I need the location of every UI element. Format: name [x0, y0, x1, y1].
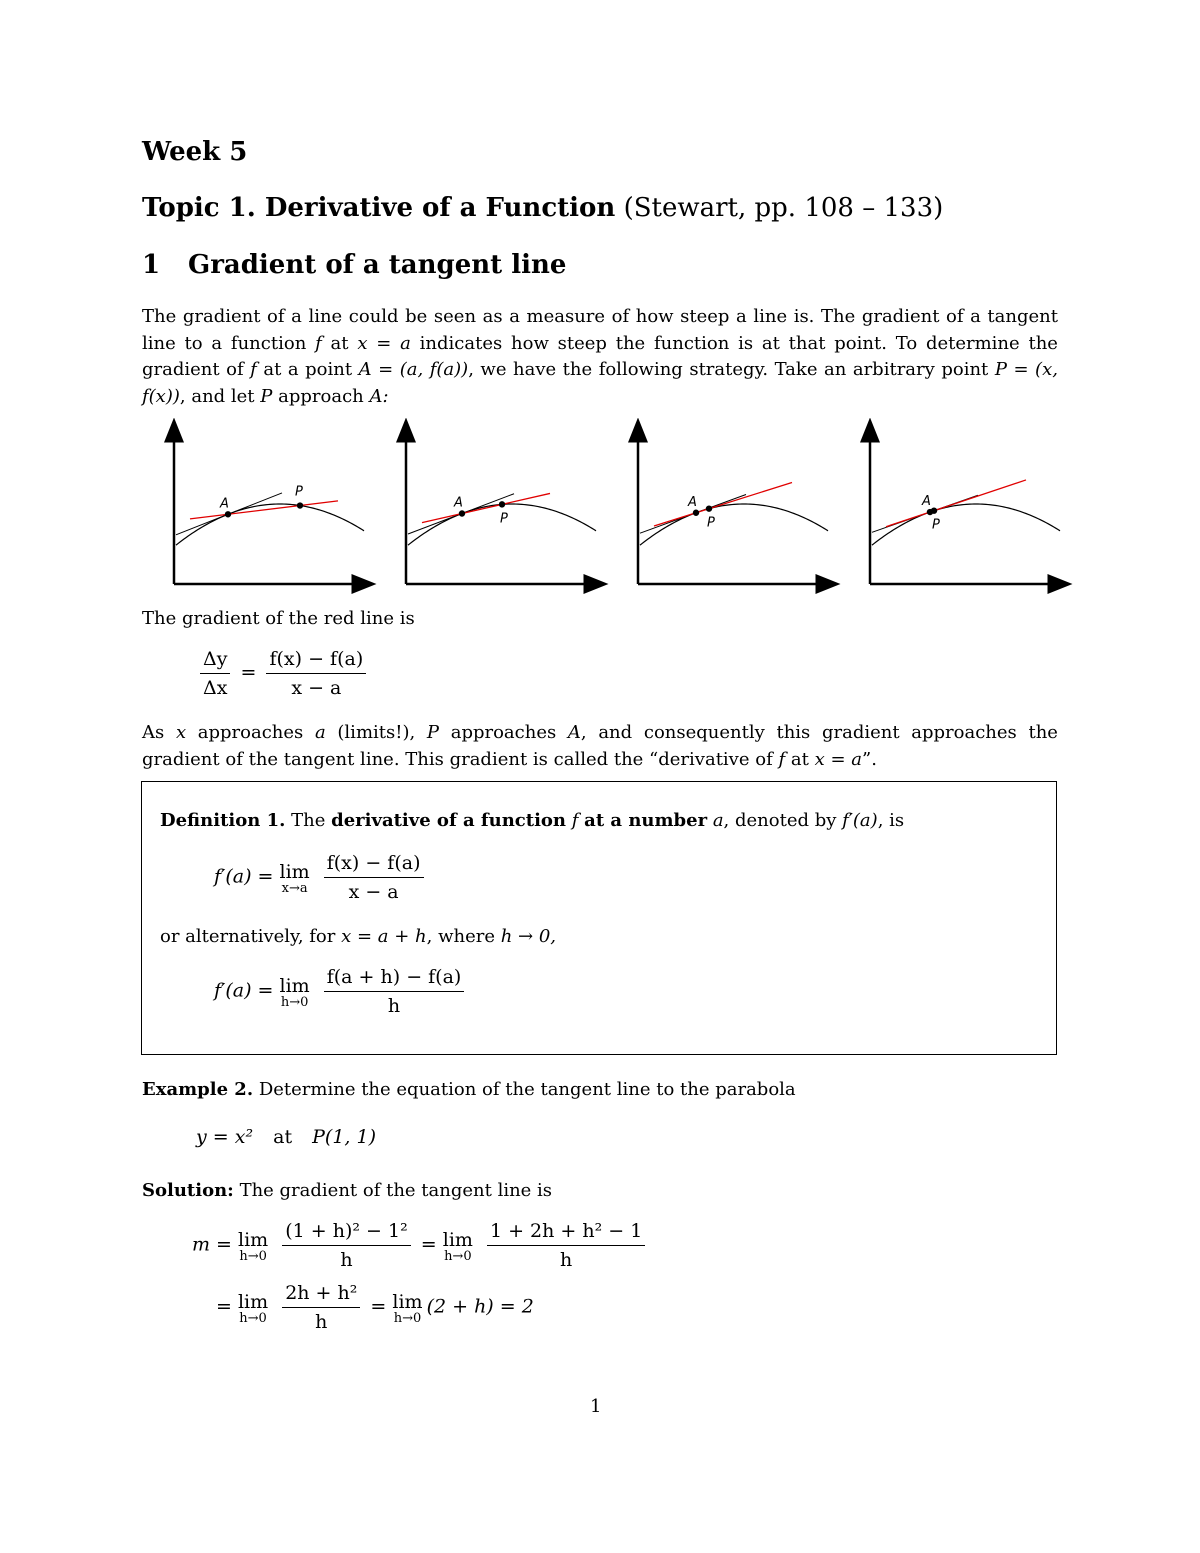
parabola-eq: y = x²	[196, 1126, 254, 1148]
label-p: P	[500, 511, 508, 527]
solution-text: The gradient of the tangent line is	[239, 1180, 553, 1201]
approach-p: P	[426, 722, 440, 743]
approach-text-8: ”.	[862, 748, 877, 770]
difference-quotient	[266, 648, 366, 699]
intro-text-3: at a point	[263, 359, 353, 380]
approach-x-eq-a: x = a	[814, 748, 862, 770]
lim-1: lim	[238, 1228, 269, 1251]
lim-word: lim	[279, 860, 310, 883]
label-a: A	[688, 494, 697, 510]
label-p: P	[295, 484, 303, 500]
frac-2	[487, 1220, 645, 1271]
delta-x: Δx	[203, 677, 228, 699]
intro-x-eq-a: x = a	[357, 332, 411, 354]
solution-line-2	[216, 1282, 534, 1333]
limit-h-to-0	[280, 975, 310, 1009]
example-statement	[142, 1079, 796, 1100]
secant-line	[422, 493, 550, 522]
secant-panel	[870, 430, 1060, 584]
eq1-fraction	[324, 852, 424, 903]
approach-text-6: of the tangent line. This gradient is called the “derivative of	[225, 748, 773, 770]
limit-1	[238, 1229, 268, 1263]
frac-1	[282, 1220, 410, 1271]
red-line-text: The gradient of the red line is	[142, 608, 415, 629]
intro-f-2: f	[250, 359, 257, 380]
intro-p-eq: P = (x, f(x))	[142, 359, 1058, 407]
approach-a-point: A	[567, 722, 581, 743]
example-label: Example 2.	[142, 1079, 254, 1100]
frac-2-num: 1 + 2h + h² − 1	[487, 1220, 645, 1246]
delta-y: Δy	[200, 648, 230, 674]
alt-expr: x = a + h	[341, 926, 427, 947]
definition-text-2: at a number	[584, 810, 708, 831]
alt-h: h → 0,	[500, 926, 557, 947]
frac-2-den: h	[560, 1249, 573, 1271]
week-title: Week 5	[142, 137, 248, 167]
topic-label: Topic 1. Derivative of a Function	[142, 193, 616, 223]
definition-text-4: , is	[877, 810, 905, 831]
intro-text-1: The gradient of a line could be seen as a measure of how steep a line is. The gradient of a tangent line to a function	[142, 306, 1058, 354]
secant-panel	[638, 430, 828, 584]
topic-heading	[142, 193, 943, 223]
frac-3	[282, 1282, 360, 1333]
label-a: A	[220, 496, 229, 512]
function-curve	[176, 504, 364, 545]
lim-2-sub: h→0	[444, 1248, 472, 1264]
frac-3-den: h	[315, 1311, 328, 1333]
eq1-lhs: f′(a) =	[214, 865, 274, 888]
limit-4	[392, 1291, 422, 1325]
lim-1-sub: h→0	[239, 1248, 267, 1264]
lim-2: lim	[442, 1228, 473, 1251]
lim-word-2: lim	[279, 974, 310, 997]
lim-4-sub: h→0	[393, 1310, 422, 1326]
function-curve	[640, 504, 828, 545]
approach-text-1: As	[142, 722, 165, 743]
point-a-dot	[459, 510, 465, 516]
frac-1-den: h	[340, 1249, 353, 1271]
section-number: 1	[142, 250, 161, 280]
intro-text-5: , and let	[179, 385, 255, 407]
eq2-den: h	[387, 995, 401, 1017]
dq-denominator: x − a	[291, 677, 342, 699]
eq-sign-1: =	[420, 1233, 437, 1256]
point-p-dot	[499, 501, 505, 507]
definition-formula-2	[214, 966, 468, 1017]
point-a-dot	[693, 510, 699, 516]
section-heading	[142, 250, 566, 280]
solution-tail: (2 + h) = 2	[426, 1295, 534, 1318]
intro-at: at	[330, 332, 349, 354]
intro-a-colon: A:	[369, 385, 389, 407]
definition-a: a	[712, 810, 724, 831]
example-text: Determine the equation of the tangent line to the parabola	[258, 1079, 796, 1100]
alt-text: or alternatively, for	[160, 926, 336, 947]
solution-label: Solution:	[142, 1180, 234, 1201]
lim-3: lim	[237, 1290, 269, 1313]
label-a: A	[454, 495, 463, 511]
approach-text-5: , and consequently this gradient approaches the gradient	[142, 722, 1058, 770]
point-a-dot	[225, 511, 231, 517]
solution-line-1	[192, 1220, 649, 1271]
definition-statement	[160, 810, 904, 831]
approach-f: f	[778, 748, 786, 770]
frac-1-num: (1 + h)² − 1²	[282, 1220, 410, 1246]
eq1-den: x − a	[348, 881, 399, 903]
intro-p: P	[260, 385, 273, 407]
intro-paragraph	[142, 304, 1058, 410]
eq-sign-2: =	[216, 1295, 232, 1318]
example-at: at	[273, 1126, 293, 1148]
intro-text-4: , we have the following strategy. Take an arbitrary point	[468, 359, 989, 380]
lim-4: lim	[392, 1290, 423, 1313]
definition-f: f	[571, 810, 579, 831]
label-a: A	[922, 494, 931, 510]
intro-f: f	[315, 332, 322, 354]
definition-label: Definition 1.	[160, 810, 286, 831]
label-p: P	[932, 517, 940, 533]
lim-sub: x→a	[281, 880, 308, 896]
approach-text-7: at	[790, 748, 809, 770]
secant-line	[886, 480, 1026, 527]
point-p-dot	[297, 502, 303, 508]
intro-text-2: indicates how steep the function is at that point. To determine the gradient of	[142, 332, 1058, 380]
approach-a: a	[314, 722, 326, 743]
solution-statement	[142, 1180, 552, 1201]
intro-a-eq: A = (a, f(a))	[358, 359, 469, 380]
label-p: P	[707, 515, 715, 531]
definition-text-1: The	[291, 810, 326, 831]
limit-2	[443, 1229, 473, 1263]
secant-panel	[174, 430, 364, 584]
secant-panel	[406, 430, 596, 584]
alternative-text	[160, 926, 556, 947]
gradient-formula	[196, 648, 370, 699]
definition-text-3: , denoted by	[723, 810, 837, 831]
secant-line	[190, 501, 338, 519]
eq2-lhs: f′(a) =	[214, 979, 274, 1002]
page-number: 1	[590, 1396, 602, 1417]
definition-term: derivative of a function	[331, 810, 567, 831]
limit-x-to-a	[280, 861, 310, 895]
limit-3	[238, 1291, 268, 1325]
definition-fprime: f′(a)	[842, 810, 878, 831]
frac-3-num: 2h + h²	[282, 1282, 360, 1308]
dq-numerator: f(x) − f(a)	[266, 648, 366, 674]
approach-text-2: approaches	[197, 722, 304, 743]
topic-reference: (Stewart, pp. 108 – 133)	[623, 193, 944, 223]
eq1-num: f(x) − f(a)	[324, 852, 424, 878]
function-curve	[872, 504, 1060, 545]
eq2-num: f(a + h) − f(a)	[324, 966, 465, 992]
alt-where: , where	[426, 926, 495, 947]
approach-text-3: (limits!),	[337, 722, 416, 743]
eq-sign-3: =	[370, 1295, 387, 1318]
equals-sign: =	[240, 661, 257, 684]
m-eq: m =	[192, 1233, 232, 1256]
delta-fraction	[200, 648, 230, 699]
intro-text-6: approach	[278, 385, 364, 407]
approach-x: x	[175, 722, 187, 743]
lim-3-sub: h→0	[239, 1310, 267, 1326]
section-title: Gradient of a tangent line	[188, 250, 567, 280]
eq2-fraction	[324, 966, 465, 1017]
secant-figure	[150, 418, 1080, 598]
lim-sub-2: h→0	[280, 994, 309, 1010]
approach-text-4: approaches	[450, 722, 557, 743]
point-p-dot	[931, 508, 937, 514]
secant-line	[654, 482, 792, 526]
example-point: P(1, 1)	[312, 1126, 377, 1148]
definition-formula-1	[214, 852, 428, 903]
example-equation	[196, 1126, 376, 1148]
approach-paragraph	[142, 720, 1058, 773]
point-p-dot	[706, 505, 712, 511]
